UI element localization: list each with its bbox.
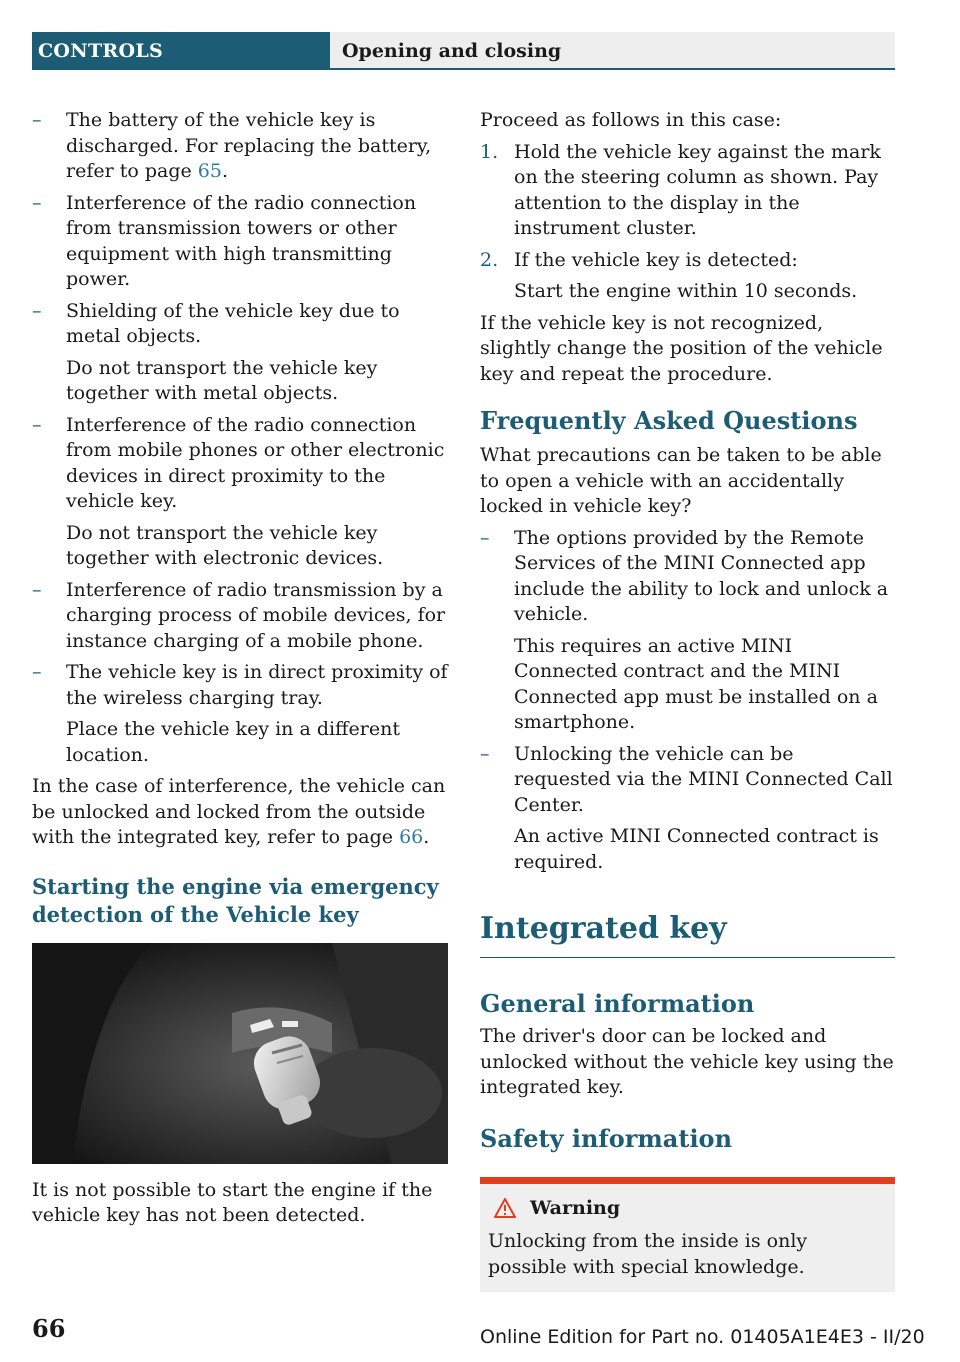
step-text: Hold the vehicle key against the mark on the steering column as shown. Pay attention to the display in the instrument cluster. bbox=[514, 140, 881, 239]
list-item-text: Unlocking the vehicle can be requested via the MINI Connected Call Center. bbox=[514, 742, 893, 816]
list-item bbox=[32, 108, 448, 185]
page-link[interactable]: 66 bbox=[399, 826, 424, 848]
warning-text: Unlocking from the inside is only possible with special knowledge. bbox=[488, 1230, 808, 1278]
list-item-text: The vehicle key is in direct proximity of the wireless charging tray. bbox=[66, 661, 448, 709]
list-item-text: The battery of the vehicle key is discharged. For replacing the battery, refer to page bbox=[66, 109, 432, 182]
general-info-heading: General information bbox=[480, 989, 755, 1018]
right-column bbox=[480, 108, 895, 1292]
list-item-note: An active MINI Connected contract is required. bbox=[514, 825, 879, 873]
faq-question: What precautions can be taken to be able to open a vehicle with an accidentally locked in vehicle key? bbox=[480, 444, 882, 517]
header-rule bbox=[330, 68, 895, 70]
paragraph: The driver's door can be locked and unlocked without the vehicle key using the integrated key. bbox=[480, 1025, 894, 1098]
page-number: 66 bbox=[32, 1314, 66, 1343]
section-title: Integrated key bbox=[480, 909, 895, 958]
list-item-note: Place the vehicle key in a different location. bbox=[66, 718, 400, 766]
list-item-text: Interference of the radio connection from mobile phones or other electronic devices in direct proximity to the vehicle key. bbox=[66, 413, 445, 512]
list-item-note: Do not transport the vehicle key together with electronic devices. bbox=[66, 521, 384, 569]
paragraph: Proceed as follows in this case: bbox=[480, 109, 782, 131]
chapter-label: Opening and closing bbox=[330, 32, 895, 70]
paragraph: If the vehicle key is not recognized, slightly change the position of the vehicle key and repeat the procedure. bbox=[480, 311, 883, 385]
list-item bbox=[480, 526, 895, 736]
list-item-text: Interference of radio transmission by a charging process of mobile devices, for instance charging of a mobile phone. bbox=[66, 578, 446, 652]
list-item-text: Shielding of the vehicle key due to metal objects. bbox=[66, 299, 400, 347]
section-heading: Starting the engine via emergency detection of the Vehicle key bbox=[32, 873, 439, 927]
safety-heading: Safety information bbox=[480, 1123, 733, 1153]
left-column bbox=[32, 108, 448, 1235]
list-item-note: This requires an active MINI Connected contract and the MINI Connected app must be installed on a smartphone. bbox=[514, 634, 878, 733]
warning-triangle-icon bbox=[494, 1198, 516, 1218]
bullet-dash: – bbox=[32, 578, 42, 601]
step-item bbox=[480, 248, 895, 305]
list-item-text: The options provided by the Remote Services of the MINI Connected app include the ability to lock and unlock a vehicle. bbox=[514, 526, 889, 625]
list-item-text: Interference of the radio connection from transmission towers or other equipment with high transmitting power. bbox=[66, 191, 417, 290]
paragraph: It is not possible to start the engine if the vehicle key has not been detected. bbox=[32, 1178, 433, 1226]
list-item bbox=[32, 660, 448, 768]
list-item bbox=[32, 578, 448, 655]
list-item-note: Do not transport the vehicle key together with metal objects. bbox=[66, 356, 378, 404]
bullet-dash: – bbox=[32, 299, 42, 322]
warning-title-text: Warning bbox=[530, 1196, 621, 1219]
bullet-dash: – bbox=[480, 742, 490, 765]
edition-footer: Online Edition for Part no. 01405A1E4E3 - II/20 bbox=[480, 1326, 925, 1348]
bullet-dash: – bbox=[480, 526, 490, 549]
list-item bbox=[32, 191, 448, 293]
paragraph-text: In the case of interference, the vehicle can be unlocked and locked from the outside with the integrated key, refer to page bbox=[32, 775, 446, 848]
section-label: CONTROLS bbox=[32, 32, 336, 70]
paragraph-tail: . bbox=[423, 826, 430, 848]
warning-box bbox=[480, 1177, 895, 1293]
bullet-dash: – bbox=[32, 661, 42, 683]
list-item-tail: . bbox=[221, 160, 229, 182]
faq-heading: Frequently Asked Questions bbox=[480, 406, 858, 435]
steering-column-key-photo bbox=[32, 943, 448, 1164]
step-number: 2. bbox=[480, 248, 499, 271]
page-link[interactable]: 65 bbox=[197, 160, 222, 182]
warning-title bbox=[488, 1196, 887, 1222]
bullet-dash: – bbox=[32, 109, 42, 131]
step-item bbox=[480, 140, 895, 242]
list-item bbox=[32, 299, 448, 407]
list-item bbox=[480, 742, 895, 876]
list-item bbox=[32, 413, 448, 572]
paragraph bbox=[32, 774, 448, 851]
step-note: Start the engine within 10 seconds. bbox=[514, 280, 858, 302]
step-text: If the vehicle key is detected: bbox=[514, 248, 798, 271]
bullet-dash: – bbox=[32, 191, 42, 214]
step-number: 1. bbox=[480, 140, 499, 163]
page-header bbox=[32, 32, 895, 70]
bullet-dash: – bbox=[32, 413, 42, 436]
